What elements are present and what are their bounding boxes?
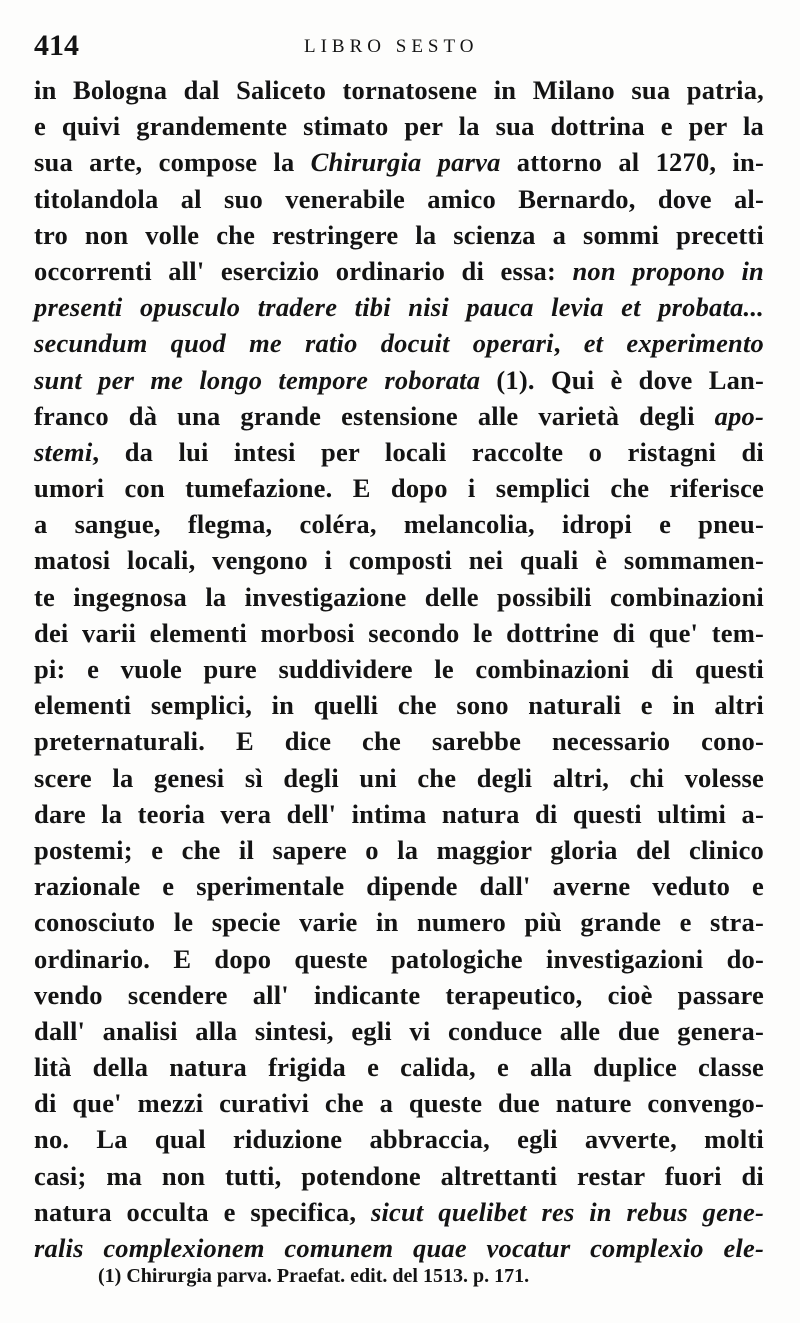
text-run: titolandola al suo venerabile amico Bernardo, dove al- xyxy=(34,183,764,214)
page-header xyxy=(34,26,760,66)
italic-run: ralis complexionem comunem quae vocatur complexio ele- xyxy=(34,1233,764,1263)
text-run: vendo scendere all' indicante terapeutico, cioè passare xyxy=(34,979,764,1010)
text-run: a sangue, flegma, coléra, melancolia, idropi e pneu- xyxy=(34,509,764,540)
text-run: tro non volle che restringere la scienza a sommi precetti xyxy=(34,219,764,250)
text-line xyxy=(34,796,764,832)
text-run: dall' analisi alla sintesi, egli vi conduce alle due genera- xyxy=(34,1015,764,1046)
text-line xyxy=(34,1013,764,1049)
footnote: (1) Chirurgia parva. Praefat. edit. del 1513. p. 171. xyxy=(98,1265,530,1287)
text-run: te ingegnosa la investigazione delle possibili combinazioni xyxy=(34,581,764,612)
text-run: dei varii elementi morbosi secondo le dottrine di que' tem- xyxy=(34,617,764,648)
text-line xyxy=(34,217,764,253)
text-run: di que' mezzi curativi che a queste due nature convengo- xyxy=(34,1088,764,1119)
text-run: preternaturali. E dice che sarebbe necessario cono- xyxy=(34,726,764,757)
italic-run: apo- xyxy=(714,400,764,431)
text-run: (1). Qui è dove Lan- xyxy=(480,364,764,395)
show-through-text xyxy=(34,1224,764,1250)
text-line xyxy=(34,542,764,578)
text-run: occorrenti all' esercizio ordinario di essa: xyxy=(34,255,573,286)
text-run: dare la teoria vera dell' intima natura di questi ultimi a- xyxy=(34,798,764,829)
italic-run: et experimento xyxy=(583,328,764,359)
text-run: postemi; e che il sapere o la maggior gloria del clinico xyxy=(34,834,764,865)
text-run: lità della natura frigida e calida, e alla duplice classe xyxy=(34,1052,764,1083)
text-line xyxy=(34,977,764,1013)
italic-run: presenti opusculo tradere tibi nisi pauca levia et probata... xyxy=(34,292,764,323)
text-line xyxy=(34,398,764,434)
text-line xyxy=(34,1085,764,1121)
text-line xyxy=(34,760,764,796)
text-run: natura occulta e specifica, xyxy=(34,1196,371,1227)
text-run: ordinario. E dopo queste patologiche investigazioni do- xyxy=(34,943,764,974)
body-text xyxy=(34,72,764,1266)
text-run: franco dà una grande estensione alle varietà degli xyxy=(34,400,715,431)
text-run: , da lui intesi per locali raccolte o ristagni di xyxy=(92,436,764,467)
text-line xyxy=(34,144,764,180)
text-line xyxy=(34,868,764,904)
text-run: no. La qual riduzione abbraccia, egli avverte, molti xyxy=(34,1124,764,1155)
italic-run: non propono in xyxy=(572,255,764,286)
text-line xyxy=(34,325,764,361)
text-run: in Bologna dal Saliceto tornatosene in Milano sua patria, xyxy=(34,75,764,105)
text-line xyxy=(34,579,764,615)
text-line xyxy=(34,1049,764,1085)
text-run: umori con tumefazione. E dopo i semplici che riferisce xyxy=(34,473,764,504)
text-line xyxy=(34,651,764,687)
italic-run: stemi xyxy=(34,436,93,467)
text-run: matosi locali, vengono i composti nei quali è sommamen- xyxy=(34,545,764,576)
text-run: scere la genesi sì degli uni che degli altri, chi volesse xyxy=(34,762,764,793)
italic-run: sunt per me longo tempore roborata xyxy=(34,364,481,395)
text-line xyxy=(34,615,764,651)
running-head: LIBRO SESTO xyxy=(304,36,479,57)
text-line xyxy=(34,434,764,470)
text-line xyxy=(34,506,764,542)
text-run: elementi semplici, in quelli che sono naturali e in altri xyxy=(34,690,764,721)
italic-run: secundum quod me ratio docuit operari xyxy=(34,328,554,359)
text-line xyxy=(34,904,764,940)
text-run: pi: e vuole pure suddividere le combinazioni di questi xyxy=(34,654,764,684)
italic-run: Chirurgia parva xyxy=(310,147,501,178)
text-line xyxy=(34,108,764,144)
text-run: e quivi grandemente stimato per la sua dottrina e per la xyxy=(34,111,764,142)
text-line xyxy=(34,1158,764,1194)
text-line xyxy=(34,723,764,759)
italic-run: sicut quelibet res in rebus gene- xyxy=(370,1196,764,1227)
text-run: attorno al 1270, in- xyxy=(500,147,764,178)
text-line xyxy=(34,181,764,217)
text-line xyxy=(34,72,764,108)
text-line xyxy=(34,470,764,506)
text-run: , xyxy=(553,328,584,359)
text-line xyxy=(34,253,764,289)
text-run: razionale e sperimentale dipende dall' averne veduto e xyxy=(34,871,764,902)
text-run: sua arte, compose la xyxy=(34,147,311,178)
page-number: 414 xyxy=(34,29,79,62)
text-run: conosciuto le specie varie in numero più grande e stra- xyxy=(34,907,764,938)
text-run: casi; ma non tutti, potendone altrettanti restar fuori di xyxy=(34,1160,764,1191)
text-line xyxy=(34,289,764,325)
text-line xyxy=(34,687,764,723)
text-line xyxy=(34,362,764,398)
text-line xyxy=(34,1121,764,1157)
text-line xyxy=(34,941,764,977)
text-line xyxy=(34,832,764,868)
